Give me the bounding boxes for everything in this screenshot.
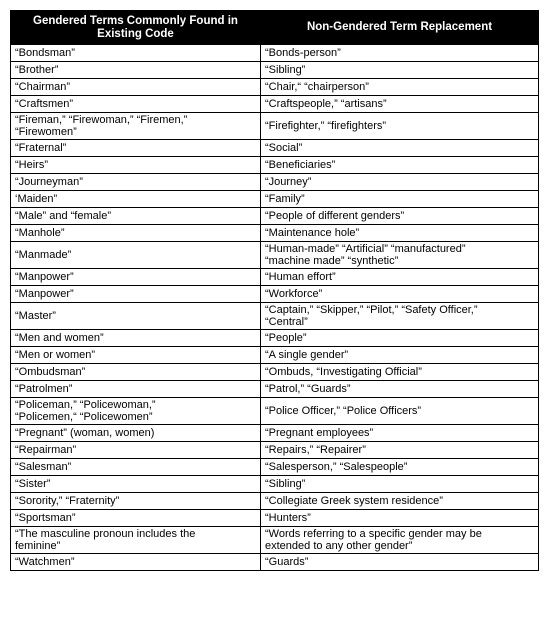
gendered-term-cell: “Brother” — [11, 62, 261, 79]
table-row — [11, 242, 539, 269]
table-row — [11, 269, 539, 286]
replacement-term-cell: “Family” — [261, 191, 539, 208]
gendered-terms-table — [10, 10, 539, 571]
replacement-term-cell: “Sibling” — [261, 62, 539, 79]
gendered-term-cell: “Sorority,” “Fraternity” — [11, 493, 261, 510]
gendered-term-cell: “Male” and “female” — [11, 208, 261, 225]
table-row — [11, 113, 539, 140]
table-row — [11, 398, 539, 425]
gendered-term-cell: “Sister” — [11, 476, 261, 493]
gendered-term-cell: “Bondsman” — [11, 45, 261, 62]
table-row — [11, 191, 539, 208]
table-row — [11, 79, 539, 96]
replacement-term-cell: “Workforce” — [261, 286, 539, 303]
replacement-term-cell: “People of different genders” — [261, 208, 539, 225]
replacement-term-cell: “Maintenance hole” — [261, 225, 539, 242]
table-row — [11, 510, 539, 527]
table-row — [11, 286, 539, 303]
replacement-term-cell: “Ombuds, “Investigating Official” — [261, 364, 539, 381]
table-row — [11, 476, 539, 493]
replacement-term-cell: “Beneficiaries” — [261, 157, 539, 174]
gendered-term-cell: “Ombudsman” — [11, 364, 261, 381]
table-body — [11, 45, 539, 571]
table-row — [11, 96, 539, 113]
replacement-term-cell: “A single gender” — [261, 347, 539, 364]
table-row — [11, 45, 539, 62]
gendered-term-cell: “Manpower” — [11, 269, 261, 286]
gendered-term-cell: “Men and women” — [11, 330, 261, 347]
replacement-term-cell: “Hunters” — [261, 510, 539, 527]
replacement-term-cell: “Human effort” — [261, 269, 539, 286]
replacement-term-cell: “Collegiate Greek system residence” — [261, 493, 539, 510]
replacement-term-cell: “Firefighter,” “firefighters” — [261, 113, 539, 140]
table-row — [11, 208, 539, 225]
table-row — [11, 62, 539, 79]
table-row — [11, 425, 539, 442]
gendered-term-cell: “Pregnant” (woman, women) — [11, 425, 261, 442]
replacement-term-cell: “Patrol,” “Guards” — [261, 381, 539, 398]
gendered-term-cell: “Policeman,” “Policewoman,” “Policemen,“ “Policewomen” — [11, 398, 261, 425]
table-row — [11, 554, 539, 571]
gendered-term-cell: “Manpower” — [11, 286, 261, 303]
table-row — [11, 381, 539, 398]
replacement-term-cell: “Guards” — [261, 554, 539, 571]
gendered-term-cell: “Fraternal” — [11, 140, 261, 157]
gendered-term-cell: “Craftsmen” — [11, 96, 261, 113]
gendered-term-cell: “Manmade” — [11, 242, 261, 269]
table-row — [11, 140, 539, 157]
replacement-term-cell: “Bonds-person” — [261, 45, 539, 62]
replacement-term-cell: “Police Officer,” “Police Officers” — [261, 398, 539, 425]
table-row — [11, 157, 539, 174]
table-row — [11, 225, 539, 242]
replacement-term-cell: “Sibling” — [261, 476, 539, 493]
gendered-term-cell: “Salesman” — [11, 459, 261, 476]
table-row — [11, 303, 539, 330]
header-replacement-terms: Non-Gendered Term Replacement — [261, 11, 539, 45]
table-header-row — [11, 11, 539, 45]
replacement-term-cell: “Pregnant employees” — [261, 425, 539, 442]
header-gendered-terms: Gendered Terms Commonly Found in Existing Code — [11, 11, 261, 45]
replacement-term-cell: “Repairs,” “Repairer” — [261, 442, 539, 459]
replacement-term-cell: “Craftspeople,” “artisans” — [261, 96, 539, 113]
gendered-term-cell: “Watchmen” — [11, 554, 261, 571]
table-row — [11, 527, 539, 554]
table-row — [11, 459, 539, 476]
replacement-term-cell: “Social” — [261, 140, 539, 157]
table-row — [11, 364, 539, 381]
gendered-term-cell: “Men or women” — [11, 347, 261, 364]
replacement-term-cell: “Words referring to a specific gender may be extended to any other gender” — [261, 527, 539, 554]
gendered-term-cell: “Journeyman” — [11, 174, 261, 191]
replacement-term-cell: “Journey” — [261, 174, 539, 191]
table-row — [11, 330, 539, 347]
gendered-term-cell: “The masculine pronoun includes the feminine” — [11, 527, 261, 554]
gendered-term-cell: ‘Maiden” — [11, 191, 261, 208]
gendered-term-cell: “Master” — [11, 303, 261, 330]
table-row — [11, 493, 539, 510]
gendered-term-cell: “Heirs” — [11, 157, 261, 174]
table-row — [11, 174, 539, 191]
replacement-term-cell: “Human-made” “Artificial” “manufactured” “machine made” “synthetic” — [261, 242, 539, 269]
gendered-term-cell: “Sportsman” — [11, 510, 261, 527]
replacement-term-cell: “Chair,“ “chairperson” — [261, 79, 539, 96]
table-row — [11, 442, 539, 459]
gendered-term-cell: “Chairman” — [11, 79, 261, 96]
replacement-term-cell: “Captain,” “Skipper,” “Pilot,” “Safety Officer,” “Central” — [261, 303, 539, 330]
gendered-term-cell: “Repairman” — [11, 442, 261, 459]
gendered-term-cell: “Patrolmen” — [11, 381, 261, 398]
table-row — [11, 347, 539, 364]
replacement-term-cell: “People” — [261, 330, 539, 347]
document-page — [10, 10, 538, 571]
gendered-term-cell: “Fireman,” “Firewoman,” “Firemen,” “Firewomen” — [11, 113, 261, 140]
replacement-term-cell: “Salesperson,” “Salespeople” — [261, 459, 539, 476]
gendered-term-cell: “Manhole” — [11, 225, 261, 242]
